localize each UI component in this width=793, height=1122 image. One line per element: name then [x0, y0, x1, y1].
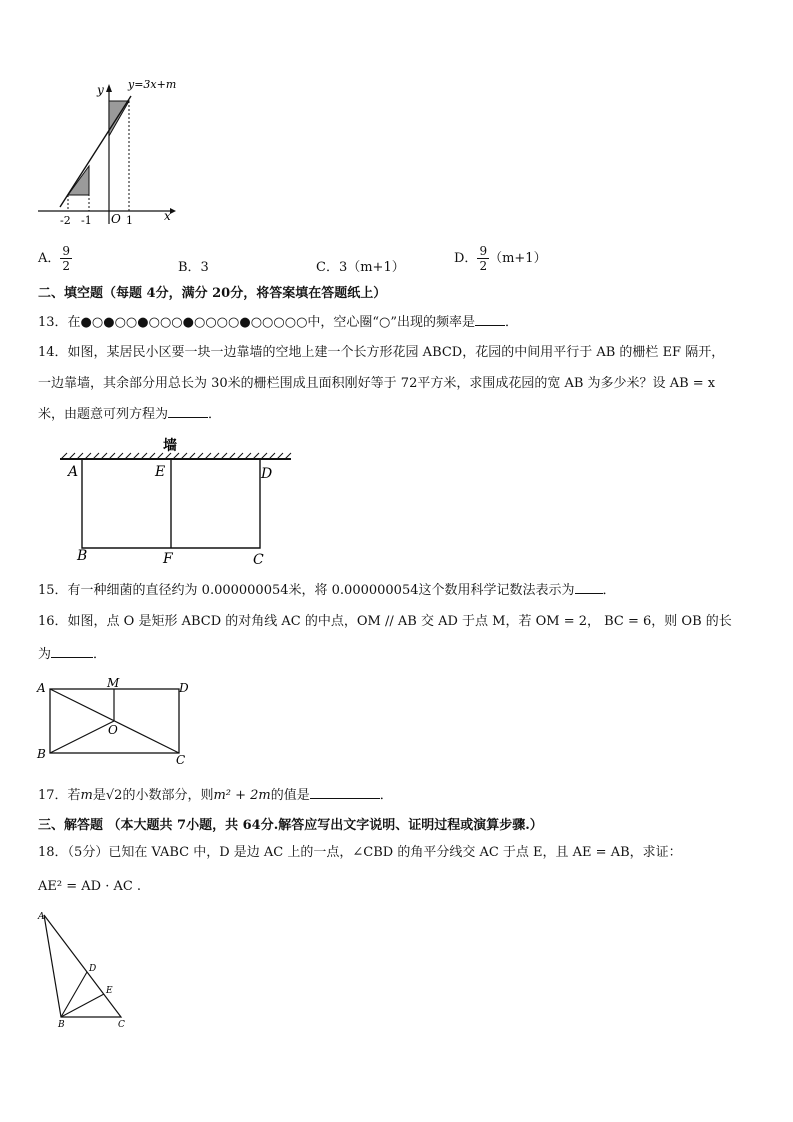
q17-pre: 17．若	[38, 788, 81, 803]
segment-ob	[50, 721, 114, 753]
label-e: E	[155, 464, 166, 480]
origin-label: O	[111, 212, 121, 226]
q14-garden-figure	[55, 434, 300, 570]
numerator: 9	[479, 244, 488, 258]
label-o: O	[108, 723, 118, 737]
label-e: E	[106, 986, 113, 996]
question-16-line1: 16．如图，点 O 是矩形 ABCD 的对角线 AC 的中点，OM // AB 交 AD 于点 M，若 OM = 2， BC = 6，则 OB 的长	[38, 614, 732, 629]
q14-line3-text: 米，由题意可列方程为	[38, 407, 169, 422]
x-axis-label: x	[164, 209, 171, 223]
wall-label: 墙	[163, 438, 177, 454]
q14-answer-blank[interactable]	[168, 405, 208, 418]
label-c: C	[118, 1020, 125, 1030]
option-d	[454, 244, 547, 273]
option-a	[38, 244, 72, 273]
option-a-fraction	[60, 244, 72, 273]
triangle-abc	[44, 915, 121, 1017]
tick-1: 1	[126, 214, 133, 227]
q17-mid: 是	[92, 788, 106, 803]
option-b: B．3	[178, 260, 209, 275]
label-m: M	[107, 676, 120, 690]
x-axis-arrow-icon	[170, 208, 176, 214]
q17-post: 的值是	[270, 788, 310, 803]
q18-triangle-figure	[34, 906, 134, 1030]
label-a: A	[38, 912, 45, 922]
shaded-triangle-upper	[109, 101, 129, 136]
q16-rectangle-figure	[34, 676, 204, 768]
tick-minus1: -1	[81, 214, 92, 227]
section-2-heading: 二、填空题（每题 4分，满分 20分，将答案填在答题纸上）	[38, 286, 387, 301]
q16-end: ．	[93, 647, 107, 662]
q17-end: ．	[379, 788, 393, 803]
numerator: 9	[62, 244, 71, 258]
question-18-line2: AE² = AD · AC .	[38, 879, 142, 894]
option-a-label: A．	[38, 251, 61, 266]
label-a: A	[68, 464, 79, 480]
denominator: 2	[62, 259, 71, 273]
q17-answer-blank[interactable]	[310, 786, 380, 799]
option-d-label: D．	[454, 251, 478, 266]
y-axis-label: y	[97, 83, 104, 97]
label-d: D	[89, 964, 97, 974]
label-b: B	[77, 548, 88, 564]
question-14-line3	[38, 405, 221, 424]
q13-text: 13．在●○●○○●○○○●○○○○●○○○○○中，空心圈“○”出现的频率是	[38, 315, 476, 330]
label-d: D	[179, 681, 189, 695]
label-f: F	[163, 551, 173, 567]
q15-end: ．	[602, 583, 616, 598]
label-b: B	[37, 747, 46, 761]
q15-text: 15．有一种细菌的直径约为 0.000000054米，将 0.000000054这个数用科学记数法表示为	[38, 583, 575, 598]
question-17	[38, 786, 393, 805]
q16-answer-blank[interactable]	[51, 645, 93, 658]
label-d: D	[261, 466, 273, 482]
q14-end: ．	[208, 407, 222, 422]
q15-answer-blank[interactable]	[575, 581, 603, 594]
option-d-fraction	[477, 244, 489, 273]
question-18-line1: 18．（5分）已知在 VABC 中，D 是边 AC 上的一点，∠CBD 的角平分线交 AC 于点 E，且 AE = AB，求证：	[38, 845, 682, 860]
q17-mid2: 的小数部分，则	[122, 788, 214, 803]
question-15	[38, 581, 616, 600]
function-line	[60, 96, 131, 207]
label-a: A	[37, 681, 46, 695]
y-axis-arrow-icon	[106, 84, 112, 92]
question-16-line2	[38, 645, 106, 664]
section-3-heading: 三、解答题 （本大题共 7小题，共 64分.解答应写出文字说明、证明过程或演算步骤.）	[38, 818, 543, 833]
question-13	[38, 313, 518, 332]
question-14-line1: 14．如图，某居民小区要一块一边靠墙的空地上建一个长方形花园 ABCD，花园的中间用平行于 AB 的栅栏 EF 隔开，	[38, 345, 725, 360]
option-d-tail: （m+1）	[489, 251, 547, 266]
q13-end: ．	[505, 315, 519, 330]
tick-minus2: -2	[60, 214, 71, 227]
label-c: C	[253, 552, 264, 568]
label-c: C	[176, 753, 186, 767]
q12-function-graph	[30, 74, 190, 234]
denominator: 2	[479, 259, 488, 273]
q17-expression: m² + 2m	[213, 788, 271, 803]
q16-line2-text: 为	[38, 647, 52, 662]
option-c: C．3（m+1）	[316, 260, 405, 275]
q17-var-m: m	[80, 788, 93, 803]
label-b: B	[58, 1020, 65, 1030]
q17-sqrt: √2	[105, 788, 123, 803]
function-label: y=3x+m	[128, 78, 177, 91]
question-14-line2: 一边靠墙，其余部分用总长为 30米的栅栏围成且面积刚好等于 72平方米，求围成花园的宽 AB 为多少米？设 AB = x	[38, 376, 716, 391]
q13-answer-blank[interactable]	[475, 313, 505, 326]
